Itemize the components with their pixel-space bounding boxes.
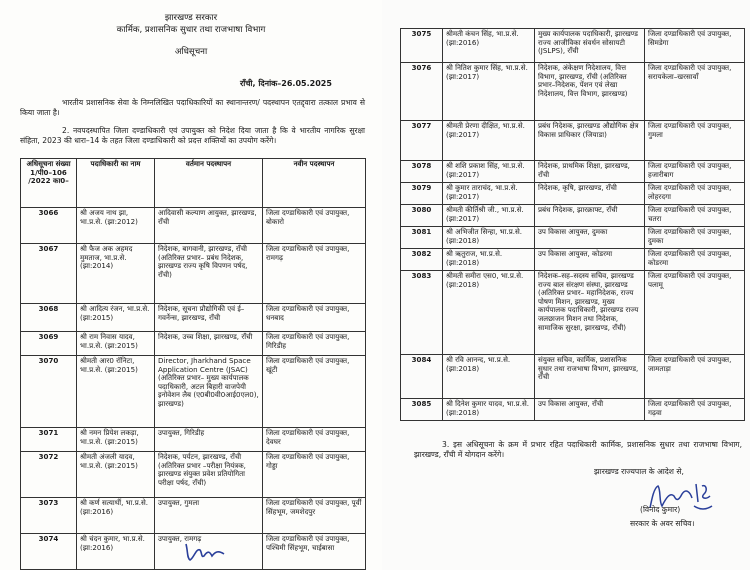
officer-name: श्री आदित्य रंजन, भा.प्र.से. (झा:2015) [77, 304, 155, 332]
table-row [401, 183, 745, 205]
paragraph-1: भारतीय प्रशासनिक सेवा के निम्नलिखित पदाधिकारियों का स्थानान्तरण/ पदस्थापन एतद्द्वारा तत्काल प्रभाव से किया जाता है। [20, 98, 365, 118]
new-posting: जिला दण्डाधिकारी एवं उपायुक्त, बोकारो [263, 208, 366, 244]
col-header-name: पदाधिकारी का नाम [77, 159, 155, 208]
document-header [0, 12, 382, 58]
new-posting: जिला दण्डाधिकारी एवं उपायुक्त, पश्चिमी सिंहभूम, चाईबासा [263, 534, 366, 570]
officer-name: श्री ऋतुराज, भा.प्र.से. (झा:2018) [443, 249, 535, 271]
paragraph-2: 2. नवपदस्थापित जिला दण्डाधिकारी एवं उपायुक्त को निदेश दिया जाता है कि वे भारतीय नागरिक सुरक्षा संहिता, 2023 की धारा–14 के तहत जिला दण्डाधिकारी को प्रदत्त शक्तियों का उपयोग करेंगे। [20, 126, 365, 146]
table-row [401, 249, 745, 271]
officer-name: श्री राम निवास यादव, भा.प्र.से. (झा:2015) [77, 332, 155, 356]
new-posting: जिला दण्डाधिकारी एवं उपायुक्त, कोडरमा [645, 249, 745, 271]
new-posting: जिला दण्डाधिकारी एवं उपायुक्त, गोड्डा [263, 452, 366, 498]
officer-name: श्री कुमार ताराचंद, भा.प्र.से. (झा:2017) [443, 183, 535, 205]
current-posting: निदेशक, उच्च शिक्षा, झारखण्ड, राँची [155, 332, 263, 356]
transfer-number: 3078 [401, 161, 443, 183]
signatory-designation: सरकार के अवर सचिव। [630, 519, 695, 528]
current-posting: उप विकास आयुक्त, दुमका [535, 227, 645, 249]
col-header-notification-no: अधिसूचना संख्या 1/पी0–106 /2022 का0– [21, 159, 77, 208]
table-row [21, 244, 366, 304]
col-header-current-posting: वर्तमान पदस्थापन [155, 159, 263, 208]
new-posting: जिला दण्डाधिकारी एवं उपायुक्त, लोहरदगा [645, 183, 745, 205]
transfer-number: 3083 [401, 271, 443, 355]
new-posting: जिला दण्डाधिकारी एवं उपायुक्त, जामताड़ा [645, 355, 745, 399]
new-posting: जिला दण्डाधिकारी एवं उपायुक्त, पूर्वी सिंहभूम, जमशेदपुर [263, 498, 366, 534]
officer-name: श्री अजय नाथ झा, भा.प्र.से. (झा:2012) [77, 208, 155, 244]
table-row [21, 452, 366, 498]
new-posting: जिला दण्डाधिकारी एवं उपायुक्त, पलामू [645, 271, 745, 355]
transfer-table-left [20, 158, 366, 570]
new-posting: जिला दण्डाधिकारी एवं उपायुक्त, सरायकेला–खरसावाँ [645, 63, 745, 121]
current-posting: निदेशक, पर्यटन, झारखण्ड, राँची (अतिरिक्त प्रभार –परीक्षा नियंत्रक, झारखण्ड संयुक्त प्रवेश प्रतियोगिता परीक्षा पर्षद, राँची) [155, 452, 263, 498]
officer-name: श्री नितिश कुमार सिंह, भा.प्र.से. (झा:2017) [443, 63, 535, 121]
signatory-name: (विनोद कुमार) [640, 505, 681, 514]
current-posting: निदेशक, अंकेक्षण निदेशालय, वित्त विभाग, झारखण्ड, राँची (अतिरिक्त प्रभार–निदेशक, पेंशन एवं लेखा निदेशालय, वित्त विभाग, झारखण्ड) [535, 63, 645, 121]
officer-name: श्रीमती कीर्तिश्री जी., भा.प्र.से.(झा:2017) [443, 205, 535, 227]
officer-name: श्री दिनेश कुमार यादव, भा.प्र.से. (झा:2018) [443, 399, 535, 421]
new-posting: जिला दण्डाधिकारी एवं उपायुक्त, सिमडेगा [645, 29, 745, 63]
current-posting: निदेशक, प्राथमिक शिक्षा, झारखण्ड, राँची [535, 161, 645, 183]
current-posting: आदिवासी कल्याण आयुक्त, झारखण्ड, राँची [155, 208, 263, 244]
transfer-number: 3076 [401, 63, 443, 121]
transfer-table-right [400, 28, 745, 421]
current-posting: प्रबंध निदेशक, झारक्राफ्ट, राँची [535, 205, 645, 227]
transfer-number: 3081 [401, 227, 443, 249]
transfer-number: 3069 [21, 332, 77, 356]
officer-name: श्री नमन प्रियेश लकड़ा, भा.प्र.से. (झा:2015) [77, 428, 155, 452]
current-posting: संयुक्त सचिव, कार्मिक, प्रशासनिक सुधार तथा राजभाषा विभाग, झारखण्ड, राँची [535, 355, 645, 399]
notification-title: अधिसूचना [174, 47, 208, 57]
table-row [401, 29, 745, 63]
table-row [21, 332, 366, 356]
table-row [401, 355, 745, 399]
transfer-number: 3070 [21, 356, 77, 428]
department-name: कार्मिक, प्रशासनिक सुधार तथा राजभाषा विभाग [116, 25, 266, 35]
transfer-number: 3075 [401, 29, 443, 63]
new-posting: जिला दण्डाधिकारी एवं उपायुक्त, गुमला [645, 121, 745, 161]
table-row [401, 227, 745, 249]
new-posting: जिला दण्डाधिकारी एवं उपायुक्त, दुमका [645, 227, 745, 249]
transfer-number: 3066 [21, 208, 77, 244]
officer-name: श्री कर्ण सत्यार्थी, भा.प्र.से. (झा:2016) [77, 498, 155, 534]
officer-name: श्री फैज अक अहमद मुमताज, भा.प्र.से. (झा:2014) [77, 244, 155, 304]
table-row [401, 63, 745, 121]
officer-name: श्रीमती कंचन सिंह, भा.प्र.से. (झा:2016) [443, 29, 535, 63]
transfer-number: 3071 [21, 428, 77, 452]
new-posting: जिला दण्डाधिकारी एवं उपायुक्त, देवघर [263, 428, 366, 452]
current-posting: उपायुक्त, रामगढ़ [155, 534, 263, 570]
table-row [21, 498, 366, 534]
new-posting: जिला दण्डाधिकारी एवं उपायुक्त, गढ़वा [645, 399, 745, 421]
current-posting: प्रबंध निदेशक, झारखण्ड औद्योगिक क्षेत्र विकास प्राधिकार (जियाडा) [535, 121, 645, 161]
transfer-number: 3067 [21, 244, 77, 304]
table-row [21, 208, 366, 244]
table-row [21, 356, 366, 428]
current-posting: उप विकास आयुक्त, कोडरमा [535, 249, 645, 271]
table-row [401, 161, 745, 183]
governor-order-line: झारखण्ड राज्यपाल के आदेश से, [594, 467, 684, 476]
table-row [21, 428, 366, 452]
current-posting: उपायुक्त, गिरिडीह [155, 428, 263, 452]
new-posting: जिला दण्डाधिकारी एवं उपायुक्त, खूंटी [263, 356, 366, 428]
current-posting: निदेशक, बागवानी, झारखण्ड, राँची (अतिरिक्त प्रभार– प्रबंध निदेशक, झारखण्ड राज्य कृषि विपणन पर्षद, राँची) [155, 244, 263, 304]
officer-name: श्री रवि आनन्द, भा.प्र.से. (झा:2018) [443, 355, 535, 399]
transfer-number: 3072 [21, 452, 77, 498]
current-posting: उपायुक्त, गुमला [155, 498, 263, 534]
officer-name: श्री अभिजीत सिन्हा, भा.प्र.से. (झा:2018) [443, 227, 535, 249]
current-posting: मुख्य कार्यपालक पदाधिकारी, झारखण्ड राज्य आजीविका संवर्धन सोसायटी (JSLPS), राँची [535, 29, 645, 63]
officer-name: श्रीमती प्रेरणा दीक्षित, भा.प्र.से. (झा:2017) [443, 121, 535, 161]
right-page [382, 0, 750, 570]
new-posting: जिला दण्डाधिकारी एवं उपायुक्त, रामगढ़ [263, 244, 366, 304]
officer-name: श्रीमती अंजली यादव, भा.प्र.से. (झा:2015) [77, 452, 155, 498]
new-posting: जिला दण्डाधिकारी एवं उपायुक्त, चतरा [645, 205, 745, 227]
transfer-number: 3082 [401, 249, 443, 271]
officer-name: श्रीमती समीरा एस0, भा.प्र.से. (झा:2018) [443, 271, 535, 355]
new-posting: जिला दण्डाधिकारी एवं उपायुक्त, धनबाद [263, 304, 366, 332]
transfer-number: 3079 [401, 183, 443, 205]
officer-name: श्रीमती आर0 रॉनिटा, भा.प्र.से. (झा:2015) [77, 356, 155, 428]
current-posting: निदेशक–सह–सदस्य सचिव, झारखण्ड राज्य बाल संरक्षण संस्था, झारखण्ड (अतिरिक्त प्रभार– महानिदेशक, राज्य पोषण मिशन, झारखण्ड, मुख्य कार्यपालक पदाधिकारी, झारखण्ड राज्य जलछाजन मिशन तथा निदेशक, सामाजिक सुरक्षा, झारखण्ड, राँची) [535, 271, 645, 355]
table-header-row [21, 159, 366, 208]
signature-initials-left [182, 540, 228, 564]
transfer-number: 3084 [401, 355, 443, 399]
table-row [21, 304, 366, 332]
new-posting: जिला दण्डाधिकारी एवं उपायुक्त, गिरिडीह [263, 332, 366, 356]
transfer-number: 3080 [401, 205, 443, 227]
transfer-number: 3074 [21, 534, 77, 570]
new-posting: जिला दण्डाधिकारी एवं उपायुक्त, हजारीबाग [645, 161, 745, 183]
notification-date: राँची, दिनांक–26.05.2025 [240, 79, 332, 88]
transfer-number: 3073 [21, 498, 77, 534]
transfer-number: 3085 [401, 399, 443, 421]
transfer-number: 3068 [21, 304, 77, 332]
officer-name: श्री शशि प्रकाश सिंह, भा.प्र.से. (झा:2017) [443, 161, 535, 183]
table-row [401, 271, 745, 355]
current-posting: उप विकास आयुक्त, राँची [535, 399, 645, 421]
table-row [401, 121, 745, 161]
government-name: झारखण्ड सरकार [164, 13, 218, 23]
current-posting: निदेशक, सूचना प्रौद्योगिकी एवं ई–गवर्नेन्स, झारखण्ड, राँची [155, 304, 263, 332]
current-posting: निदेशक, कृषि, झारखण्ड, राँची [535, 183, 645, 205]
current-posting: Director, Jharkhand Space Application Centre (JSAC) (अतिरिक्त प्रभार– मुख्य कार्यपालक पदाधिकारी, अटल बिहारी वाजपेयी इनोवेशन लैब (ए0बी0वी0आई0एल0), झारखण्ड) [155, 356, 263, 428]
table-row [401, 399, 745, 421]
table-row [401, 205, 745, 227]
transfer-number: 3077 [401, 121, 443, 161]
officer-name: श्री चंदन कुमार, भा.प्र.से. (झा:2016) [77, 534, 155, 570]
col-header-new-posting: नवीन पदस्थापन [263, 159, 366, 208]
paragraph-3: 3. इस अधिसूचना के क्रम में प्रभार रहित पदाधिकारी कार्मिक, प्रशासनिक सुधार तथा राजभाषा विभाग, झारखण्ड, राँची में योगदान करेंगे। [414, 440, 742, 460]
